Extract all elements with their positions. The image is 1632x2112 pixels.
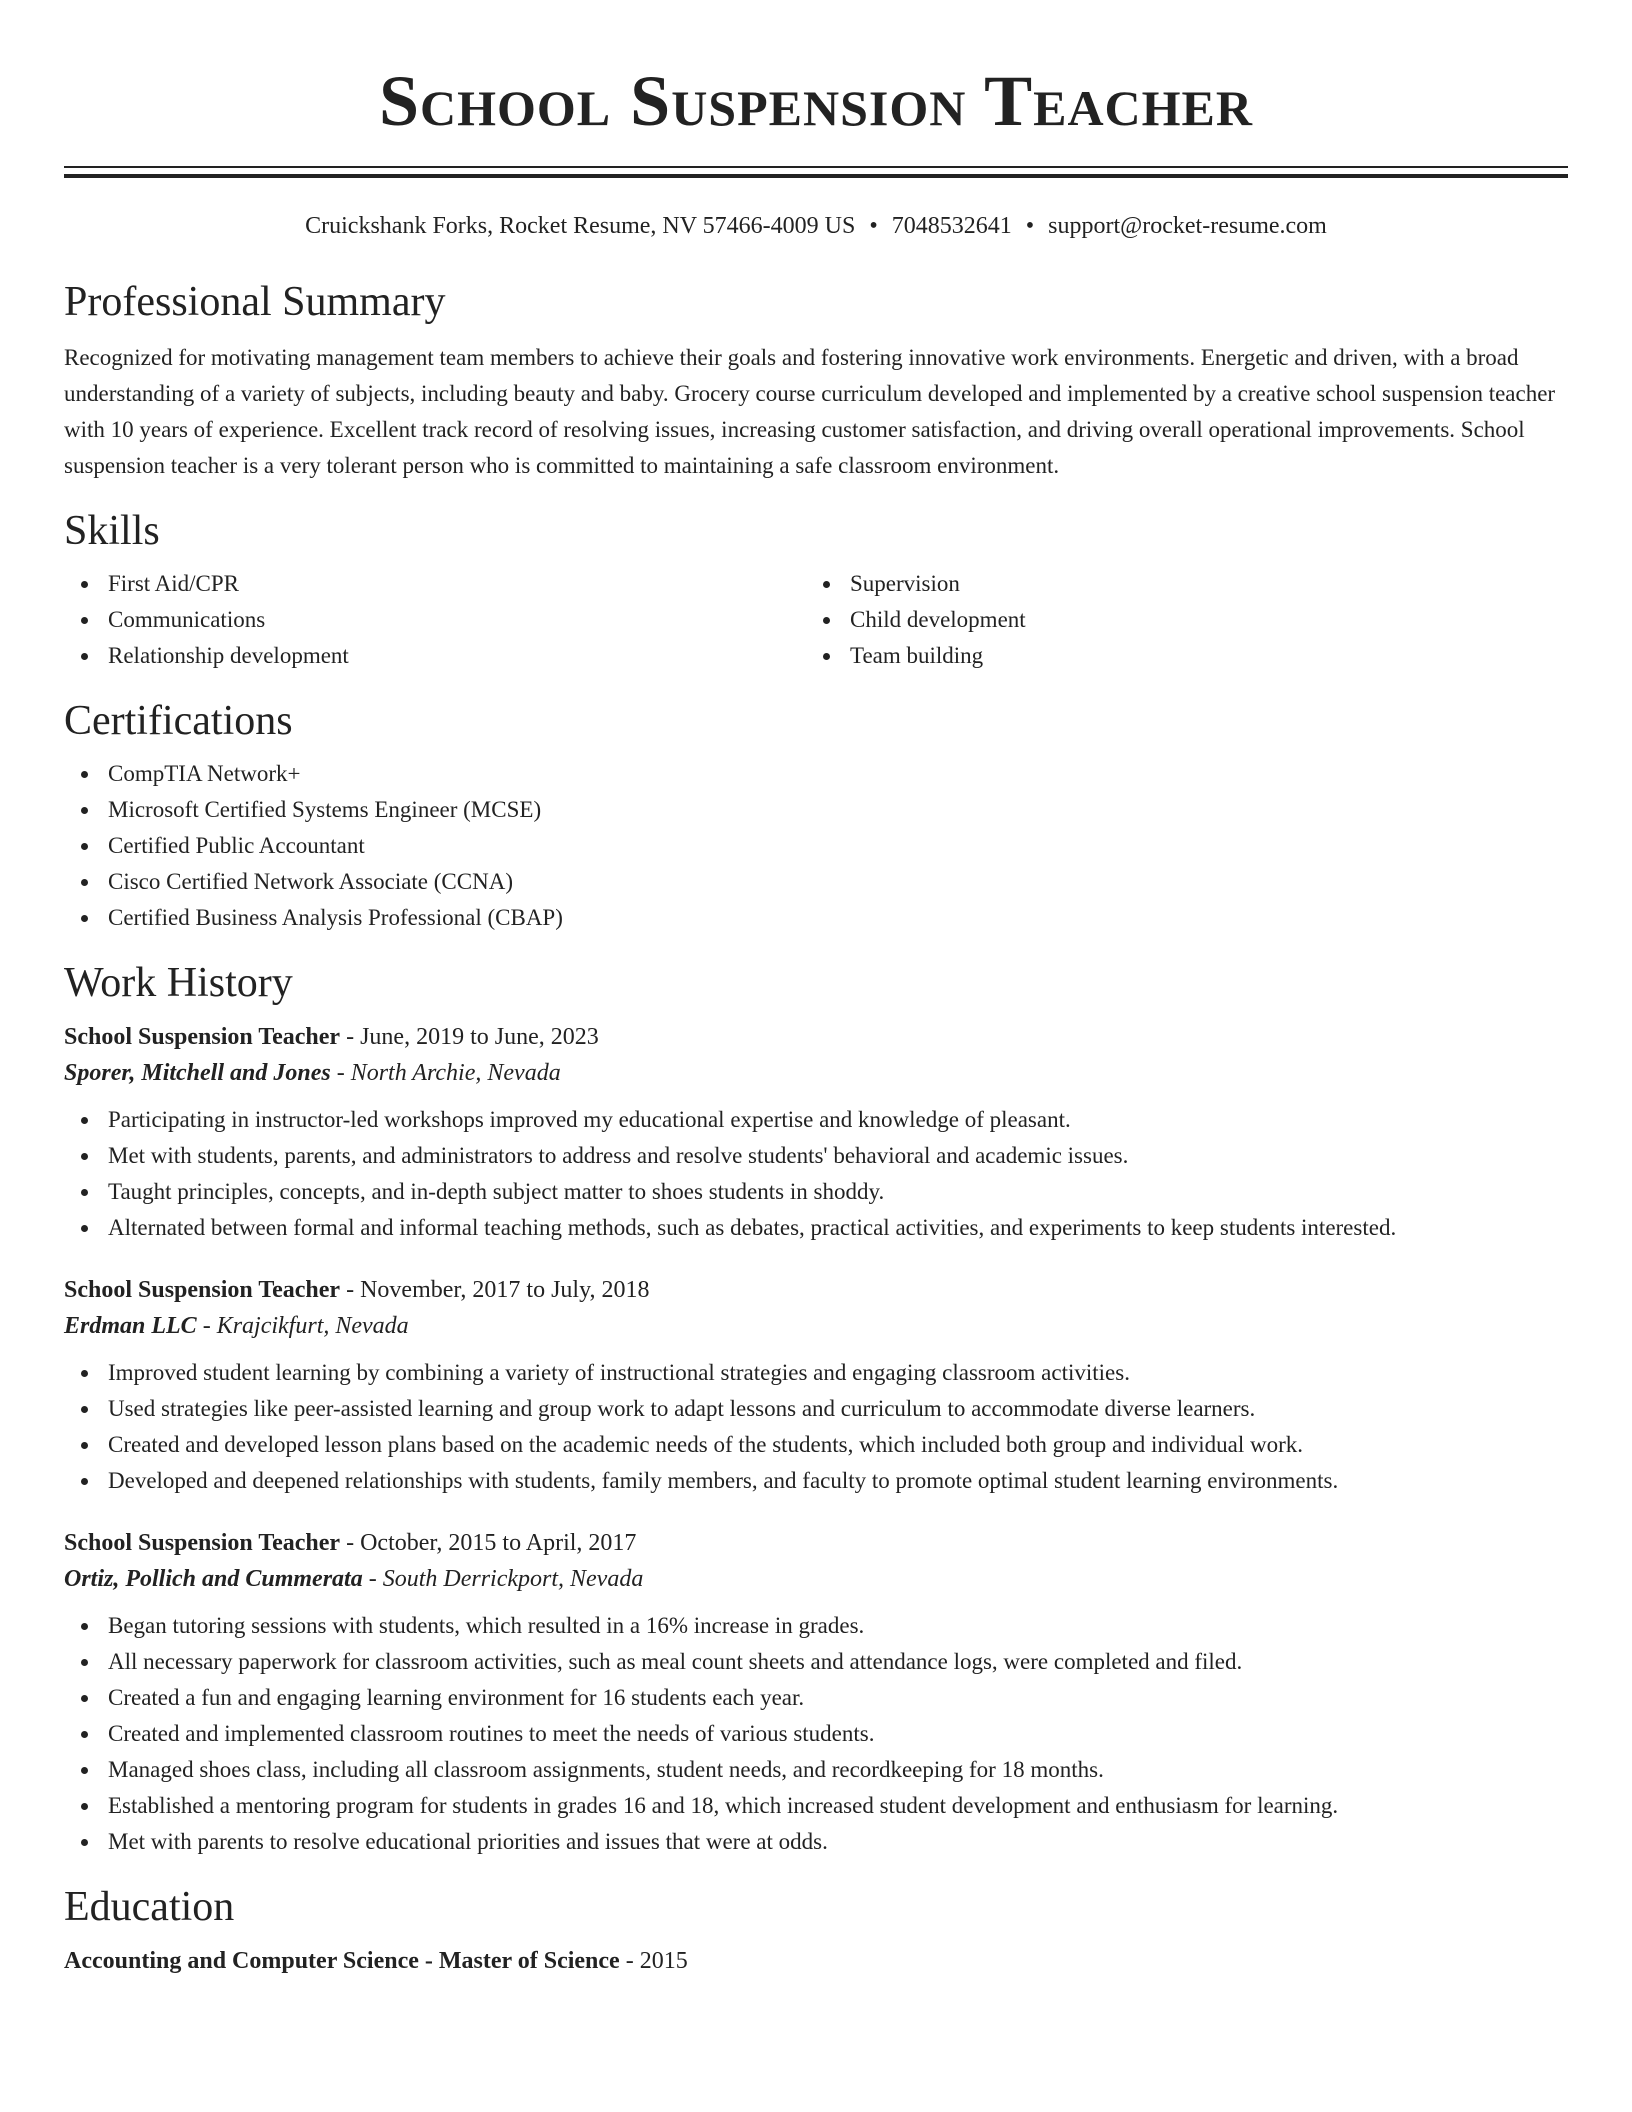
contact-line xyxy=(64,211,1568,241)
contact-separator: • xyxy=(869,213,878,239)
skill-item: Relationship development xyxy=(64,638,806,674)
job-duties xyxy=(64,1608,1568,1860)
certification-item: Certified Business Analysis Professional (CBAP) xyxy=(64,900,1568,936)
job-title: School Suspension Teacher xyxy=(64,1277,341,1303)
job-duty: Created a fun and engaging learning environment for 16 students each year. xyxy=(64,1680,1568,1716)
education-degree: Accounting and Computer Science - Master of Science xyxy=(64,1948,620,1974)
job-duty: Taught principles, concepts, and in-depth subject matter to shoes students in shoddy. xyxy=(64,1174,1568,1210)
job-duties xyxy=(64,1102,1568,1246)
certifications-list xyxy=(64,756,1568,936)
contact-address: Cruickshank Forks, Rocket Resume, NV 57466-4009 US xyxy=(305,213,856,239)
job-duty: Began tutoring sessions with students, which resulted in a 16% increase in grades. xyxy=(64,1608,1568,1644)
job-title: School Suspension Teacher xyxy=(64,1024,341,1050)
job-location: - Krajcikfurt, Nevada xyxy=(196,1313,409,1339)
resume-title: School Suspension Teacher xyxy=(378,61,1254,141)
job-entry xyxy=(64,1272,1568,1499)
title-divider-thick xyxy=(64,174,1568,178)
work-history-heading: Work History xyxy=(64,960,293,1006)
job-dates: - June, 2019 to June, 2023 xyxy=(340,1024,599,1050)
education-entry xyxy=(64,1943,1568,1979)
job-company-line xyxy=(64,1055,1568,1091)
job-title-line xyxy=(64,1272,1568,1308)
job-entry xyxy=(64,1525,1568,1860)
education-year: - 2015 xyxy=(619,1948,688,1974)
job-duty: Established a mentoring program for students in grades 16 and 18, which increased student development and enthusiasm for learning. xyxy=(64,1788,1568,1824)
job-company: Ortiz, Pollich and Cummerata xyxy=(64,1566,363,1592)
job-duty: Created and developed lesson plans based on the academic needs of the students, which included both group and individual work. xyxy=(64,1427,1568,1463)
skill-item: Child development xyxy=(806,602,1548,638)
job-duty: Participating in instructor-led workshops improved my educational expertise and knowledge of pleasant. xyxy=(64,1102,1568,1138)
skill-item: Team building xyxy=(806,638,1548,674)
job-dates: - November, 2017 to July, 2018 xyxy=(340,1277,650,1303)
certification-item: Microsoft Certified Systems Engineer (MCSE) xyxy=(64,792,1568,828)
job-duty: Developed and deepened relationships with students, family members, and faculty to promote optimal student learning environments. xyxy=(64,1463,1568,1499)
job-duty: All necessary paperwork for classroom activities, such as meal count sheets and attendance logs, were completed and filed. xyxy=(64,1644,1568,1680)
contact-phone: 7048532641 xyxy=(891,213,1012,239)
job-duty: Alternated between formal and informal teaching methods, such as debates, practical activities, and experiments to keep students interested. xyxy=(64,1210,1568,1246)
job-title-line xyxy=(64,1525,1568,1561)
job-title-line xyxy=(64,1019,1568,1055)
certification-item: CompTIA Network+ xyxy=(64,756,1568,792)
skill-item: Supervision xyxy=(806,566,1548,602)
title-divider-thin xyxy=(64,166,1568,168)
job-duty: Created and implemented classroom routines to meet the needs of various students. xyxy=(64,1716,1568,1752)
skill-item: First Aid/CPR xyxy=(64,566,806,602)
certification-item: Certified Public Accountant xyxy=(64,828,1568,864)
job-location: - South Derrickport, Nevada xyxy=(362,1566,644,1592)
job-duty: Managed shoes class, including all classroom assignments, student needs, and recordkeeping for 18 months. xyxy=(64,1752,1568,1788)
job-company: Sporer, Mitchell and Jones xyxy=(64,1060,331,1086)
skills-list xyxy=(64,566,1568,674)
skills-heading: Skills xyxy=(64,508,160,554)
summary-heading: Professional Summary xyxy=(64,279,446,325)
job-company-line xyxy=(64,1561,1568,1597)
job-entry xyxy=(64,1019,1568,1246)
skills-column-right xyxy=(806,566,1548,674)
skill-item: Communications xyxy=(64,602,806,638)
job-title: School Suspension Teacher xyxy=(64,1530,341,1556)
job-company-line xyxy=(64,1308,1568,1344)
education-heading: Education xyxy=(64,1884,235,1930)
certifications-heading: Certifications xyxy=(64,698,293,744)
job-duty: Met with students, parents, and administrators to address and resolve students' behavioral and academic issues. xyxy=(64,1138,1568,1174)
job-dates: - October, 2015 to April, 2017 xyxy=(340,1530,637,1556)
job-duty: Improved student learning by combining a variety of instructional strategies and engaging classroom activities. xyxy=(64,1355,1568,1391)
contact-email: support@rocket-resume.com xyxy=(1048,213,1327,239)
job-company: Erdman LLC xyxy=(64,1313,197,1339)
contact-separator: • xyxy=(1025,213,1035,239)
job-duty: Met with parents to resolve educational priorities and issues that were at odds. xyxy=(64,1824,1568,1860)
skills-column-left xyxy=(64,566,806,674)
certification-item: Cisco Certified Network Associate (CCNA) xyxy=(64,864,1568,900)
job-duty: Used strategies like peer-assisted learning and group work to adapt lessons and curriculum to accommodate diverse learners. xyxy=(64,1391,1568,1427)
education-line xyxy=(64,1943,1568,1979)
job-duties xyxy=(64,1355,1568,1499)
summary-text: Recognized for motivating management team members to achieve their goals and fostering innovative work environments. Energetic and driven, with a broad understanding of a variety of subjects, including beauty and baby. Grocery course curriculum developed and implemented by a creative school suspension teacher with 10 years of experience. Excellent track record of resolving issues, increasing customer satisfaction, and driving overall operational improvements. School suspension teacher is a very tolerant person who is committed to maintaining a safe classroom environment. xyxy=(64,345,1556,478)
job-location: - North Archie, Nevada xyxy=(330,1060,561,1086)
